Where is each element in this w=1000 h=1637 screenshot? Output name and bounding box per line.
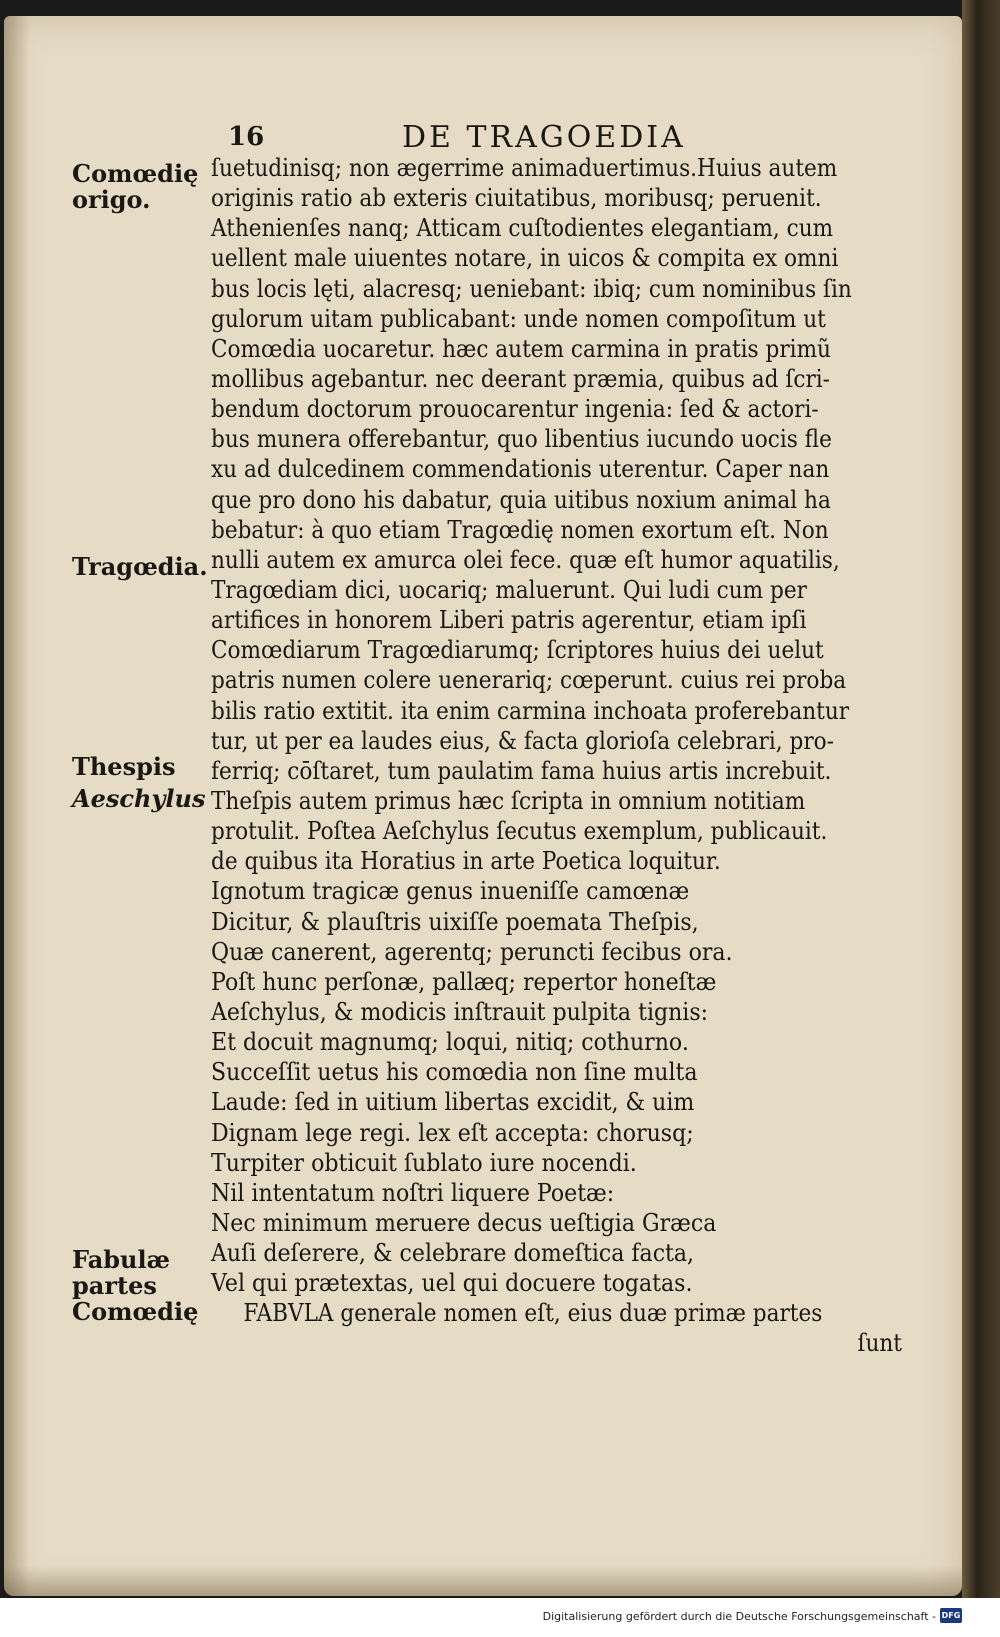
text-line: tur, ut per ea laudes eius, & facta glorioſa celebrari, pro- bbox=[211, 726, 834, 755]
text-line: bebatur: à quo etiam Tragœdię nomen exortum eſt. Non bbox=[211, 515, 829, 544]
text-line: ferriq; cōſtaret, tum paulatim fama huius artis increbuit. bbox=[211, 756, 832, 785]
verse-line: Succeſſit uetus his comœdia non ſine multa bbox=[211, 1057, 698, 1087]
verse-line: Ignotum tragicæ genus inueniſſe camœnæ bbox=[211, 876, 690, 906]
dfg-logo-icon: DFG bbox=[940, 1608, 962, 1623]
verse-line: Dignam lege regi. lex eſt accepta: chorusq; bbox=[211, 1117, 694, 1147]
margin-note-comoedia-origo: Comœdię origo. bbox=[72, 159, 199, 214]
body-text bbox=[211, 153, 911, 1359]
verse-line: Auſi deſerere, & celebrare domeſtica facta, bbox=[211, 1238, 695, 1268]
text-line: mollibus agebantur. nec deerant præmia, quibus ad ſcri- bbox=[211, 364, 830, 393]
text-line: xu ad dulcedinem commendationis uterentur. Caper nan bbox=[211, 455, 830, 484]
verse-line: Et docuit magnumq; loqui, nitiq; cothurno. bbox=[211, 1027, 689, 1057]
text-line: uellent male uiuentes notare, in uicos & compita ex omni bbox=[211, 244, 839, 273]
text-line: Theſpis autem primus hæc ſcripta in omnium notitiam bbox=[211, 786, 806, 815]
verse-line: Quæ canerent, agerentq; peruncti fecibus ora. bbox=[211, 936, 733, 966]
running-title: DE TRAGOEDIA bbox=[402, 120, 686, 155]
page-number: 16 bbox=[228, 122, 265, 152]
book-binding-edge bbox=[962, 0, 1000, 1600]
text-line: patris numen colere uenerariq; cœperunt. cuius rei proba bbox=[211, 666, 847, 695]
verse-line: Aeſchylus, & modicis inſtrauit pulpita tignis: bbox=[211, 996, 709, 1026]
closing-line: FABVLA generale nomen eſt, eius duæ primæ partes bbox=[243, 1299, 823, 1328]
text-line: Athenienſes nanq; Atticam cuſtodientes elegantiam, cum bbox=[211, 214, 834, 243]
text-line: Comœdia uocaretur. hæc autem carmina in pratis primũ bbox=[211, 334, 831, 363]
text-line: bilis ratio extitit. ita enim carmina inchoata proferebantur bbox=[211, 696, 850, 725]
verse-line: Turpiter obticuit ſublato iure nocendi. bbox=[211, 1147, 637, 1177]
verse-line: Nil intentatum noſtri liquere Poetæ: bbox=[211, 1177, 615, 1207]
footer-credit: Digitalisierung gefördert durch die Deutsche Forschungsgemeinschaft - bbox=[542, 1610, 936, 1623]
book-page bbox=[4, 16, 962, 1596]
verse-line: Vel qui prætextas, uel qui docuere togatas. bbox=[211, 1268, 693, 1298]
text-line: ſuetudinisq; non ægerrime animaduertimus.Huius autem bbox=[211, 154, 838, 182]
text-line: gulorum uitam publicabant: unde nomen compoſitum ut bbox=[211, 304, 826, 333]
verse-line: Nec minimum meruere decus ueſtigia Græca bbox=[211, 1207, 717, 1237]
text-line: bus munera offerebantur, quo libentius iucundo uocis fle bbox=[211, 425, 832, 454]
margin-note-aeschylus: Aeschylus bbox=[72, 784, 206, 813]
text-line: Comœdiarum Tragœdiarumq; ſcriptores huius dei uelut bbox=[211, 636, 824, 665]
verse-line: Laude: ſed in uitium libertas excidit, & uim bbox=[211, 1087, 695, 1117]
text-line: de quibus ita Horatius in arte Poetica loquitur. bbox=[211, 847, 721, 876]
margin-note-thespis: Thespis bbox=[72, 752, 176, 781]
text-line: que pro dono his dabatur, quia uitibus noxium animal ha bbox=[211, 485, 831, 514]
margin-note-fabulae-partes: Fabulæ partes Comœdię bbox=[72, 1245, 199, 1326]
verse-line: Poſt hunc perſonæ, pallæq; repertor honeſtæ bbox=[211, 966, 717, 996]
catchword: ſunt bbox=[857, 1329, 902, 1358]
text-line: bendum doctorum prouocarentur ingenia: ſed & actori- bbox=[211, 395, 819, 424]
footer-bar bbox=[0, 1598, 1000, 1637]
text-line: artifices in honorem Liberi patris agerentur, etiam ipſi bbox=[211, 606, 807, 635]
text-line: originis ratio ab exteris ciuitatibus, moribusq; peruenit. bbox=[211, 184, 822, 213]
text-line: bus locis lęti, alacresq; ueniebant: ibiq; cum nominibus ſin bbox=[211, 274, 852, 303]
text-line: Tragœdiam dici, uocariq; maluerunt. Qui ludi cum per bbox=[211, 575, 807, 604]
text-line: nulli autem ex amurca olei fece. quæ eſt humor aquatilis, bbox=[211, 545, 840, 574]
page-header bbox=[4, 120, 962, 154]
verse-line: Dicitur, & plauſtris uixiſſe poemata Theſpis, bbox=[211, 906, 699, 936]
text-line: protulit. Poſtea Aeſchylus ſecutus exemplum, publicauit. bbox=[211, 817, 828, 846]
margin-note-tragoedia: Tragœdia. bbox=[72, 552, 208, 581]
